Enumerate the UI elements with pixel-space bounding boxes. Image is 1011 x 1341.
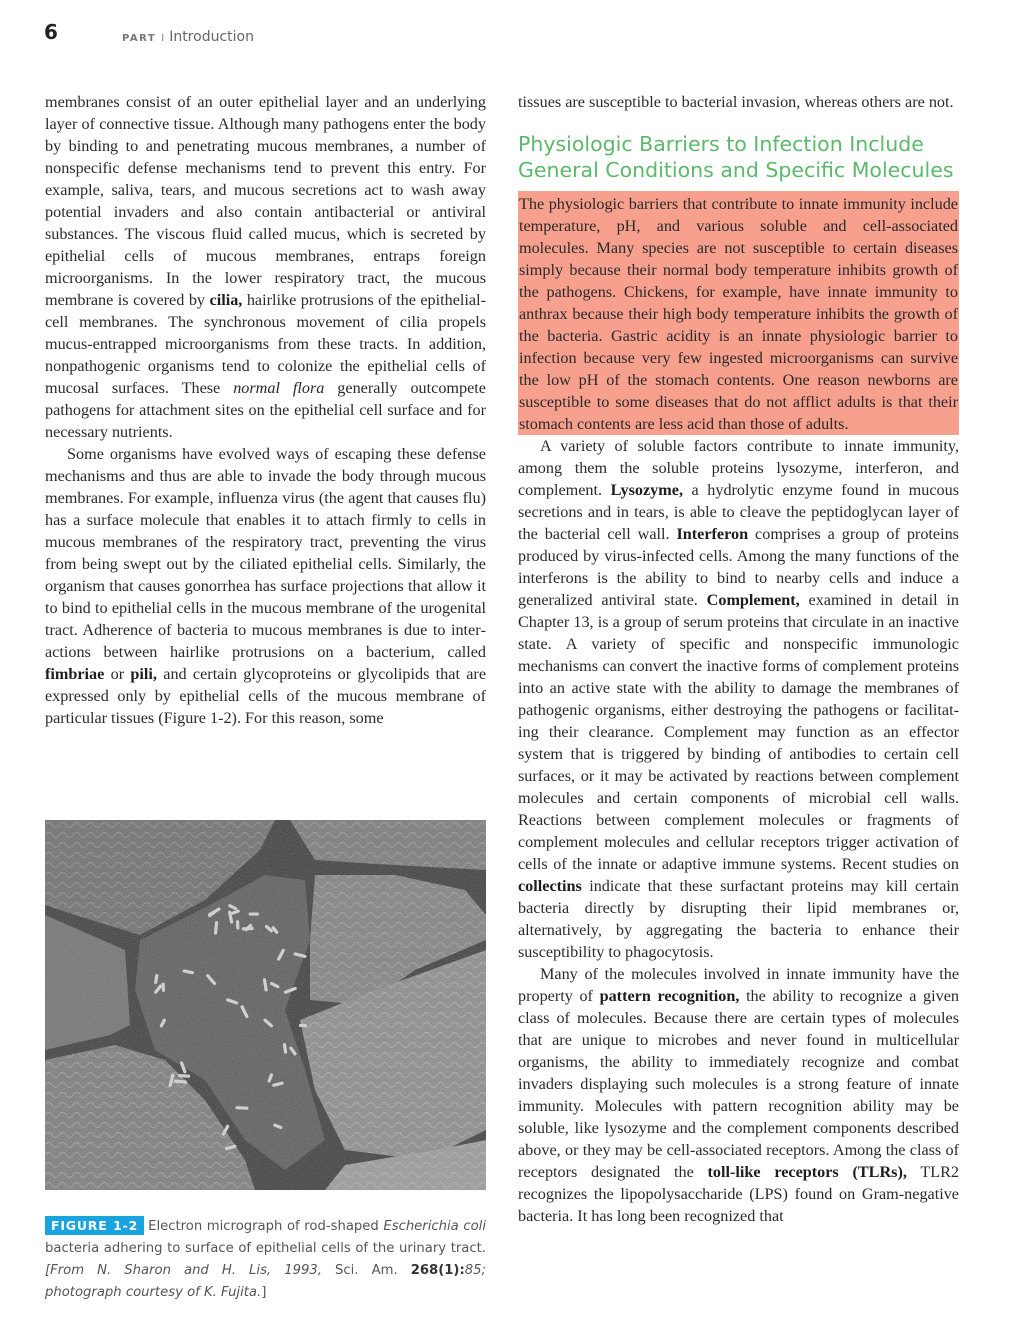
paragraph — [45, 443, 486, 729]
term-complement: Complement, — [706, 591, 800, 609]
term-normal-flora: normal flora — [233, 379, 325, 397]
paragraph — [518, 435, 959, 963]
paragraph — [518, 963, 959, 1227]
text: examined in detail in Chapter 13, is a group of serum proteins that circulate in an inactive state. A variety of specific and nonspecific immunologic mechanisms can convert the inactive forms of complement proteins into an active state with the ability to damage the membranes of pathogenic organisms, either destroying the pathogens or facilitating their clearance. Complement may function as an effector system that is triggered by binding of antibodies to certain cell surfaces, or it may be activated by reactions between complement molecules and certain components of microbial cell walls. Reactions between complement molecules or fragments of complement molecules and cellular receptors trigger activation of cells of the innate or adaptive immune systems. Recent studies on — [518, 591, 959, 873]
caption-volume: 268(1): — [410, 1263, 465, 1278]
figure-micrograph — [45, 820, 486, 1190]
text: TLR2 recognizes the lipopolysaccharide (LPS) found on Gram-negative bacteria. It has long been recognized that — [518, 1163, 959, 1225]
caption-text: bacteria adhering to surface of epithelial cells of the urinary tract. — [45, 1241, 486, 1256]
term-fimbriae: fimbriae — [45, 665, 105, 683]
part-label: PART — [122, 33, 157, 44]
left-column — [45, 91, 486, 729]
text: Some organisms have evolved ways of escaping these defense mechanisms and thus are able to invade the body through mucous membranes. For example, influenza virus (the agent that causes flu) has a surface molecule that enables it to attach firmly to cells in mucous membranes of the respiratory tract, preventing the virus from being swept out by the ciliated epithelial cells. Similarly, the organism that causes gonorrhea has surface projections that allow it to bind to epithelial cells in the mucous membrane of the urogenital tract. Adherence of bacteria to mucous membranes is due to interactions between hairlike protrusions on a bacterium, called — [45, 445, 486, 661]
running-head-separator: I — [161, 33, 165, 44]
text: indicate that these surfactant proteins may kill certain bacteria directly by disrupting their lipid membranes or, alternatively, by aggregating the bacteria to enhance their susceptibility to phagocytosis. — [518, 877, 959, 961]
text: Many of the molecules involved in innate immunity have the property of — [518, 965, 959, 1005]
running-head — [122, 26, 254, 45]
page-number: 6 — [44, 20, 58, 44]
right-column — [518, 91, 959, 1227]
text: generally outcompete pathogens for attachment sites on the epithelial cell surface and for necessary nutrients. — [45, 379, 486, 441]
caption-journal: Sci. Am. — [321, 1263, 411, 1278]
term-pattern-recognition: pattern recognition, — [599, 987, 740, 1005]
section-title: Introduction — [169, 29, 254, 45]
caption-bracket: ] — [261, 1285, 267, 1300]
paragraph — [45, 91, 486, 443]
text: comprises a group of proteins produced by virus-infected cells. Among the many functions of the interferons is the ability to bind to nearby cells and induce a generalized antiviral state. — [518, 525, 959, 609]
figure-caption — [45, 1215, 486, 1304]
figure-label: FIGURE 1-2 — [45, 1216, 144, 1235]
term-collectins: collectins — [518, 877, 582, 895]
text: membranes consist of an outer epithelial layer and an underlying layer of connective tissue. Although many pathogens enter the body by binding to and penetrating mucous membranes, a number of nonspecific defense mechanisms tend to prevent this entry. For example, saliva, tears, and mucous secretions act to wash away potential invaders and also contain antibacterial or antiviral substances. The viscous fluid called mucus, which is secreted by epithelial cells of mucous membranes, entraps foreign microorganisms. In the lower respiratory tract, the mucous membrane is covered by — [45, 93, 486, 309]
micrograph-image — [45, 820, 486, 1190]
caption-credit: 85; photograph courtesy of K. Fujita. — [45, 1263, 486, 1300]
term-cilia: cilia, — [209, 291, 243, 309]
text: the ability to recognize a given class of molecules. Because there are certain types of molecules that are unique to microbes and never found in multicellular organisms, the ability to immediately recognize and combat invaders displaying such molecules is a strong feature of innate immunity. Molecules with pattern recognition ability may be soluble, like lysozyme and the complement components described above, or they may be cell-associated receptors. Among the class of receptors designated the — [518, 987, 959, 1181]
section-heading: Physiologic Barriers to Infection Include General Conditions and Specific Molecules — [518, 132, 954, 182]
paragraph: tissues are susceptible to bacterial invasion, whereas others are not. — [518, 93, 954, 111]
caption-species: Escherichia coli — [383, 1219, 486, 1234]
text: hairlike protrusions of the epithelial-cell membranes. The synchronous movement of cilia propels mucus-entrapped microorganisms from these tracts. In addition, nonpathogenic organisms tend to colonize the epithelial cells of mucosal surfaces. These — [45, 291, 486, 397]
term-toll-like-receptors: toll-like receptors (TLRs), — [707, 1163, 907, 1181]
term-pili: pili, — [130, 665, 157, 683]
caption-text: Electron micrograph of rod-shaped — [148, 1219, 384, 1234]
text: A variety of soluble factors contribute to innate immunity, among them the soluble proteins lysozyme, interferon, and complement. — [518, 437, 959, 499]
text: or — [104, 665, 131, 683]
text: a hydrolytic enzyme found in mucous secretions and in tears, is able to cleave the peptidoglycan layer of the bacterial cell wall. — [518, 481, 959, 543]
term-interferon: Interferon — [676, 525, 749, 543]
term-lysozyme: Lysozyme, — [610, 481, 683, 499]
highlighted-paragraph: The physiologic barriers that contribute to innate immunity include temperature, pH, and various soluble and cell-associated molecules. Many species are not susceptible to certain diseases simply because their normal body temperature inhibits growth of the pathogens. Chickens, for example, have innate immunity to anthrax because their high body temperature inhibits the growth of the bacteria. Gastric acidity is an innate physiologic barrier to infection because very few ingested microorganisms can survive the low pH of the stomach contents. One reason newborns are susceptible to some diseases that do not afflict adults is that their stomach contents are less acid than those of adults. — [518, 191, 959, 435]
caption-credit: [From N. Sharon and H. Lis, 1993, — [45, 1263, 322, 1278]
text: and certain glycoproteins or glycolipids that are expressed only by epithelial cells of the mucous membrane of particular tissues (Figure 1-2). For this reason, some — [45, 665, 487, 727]
